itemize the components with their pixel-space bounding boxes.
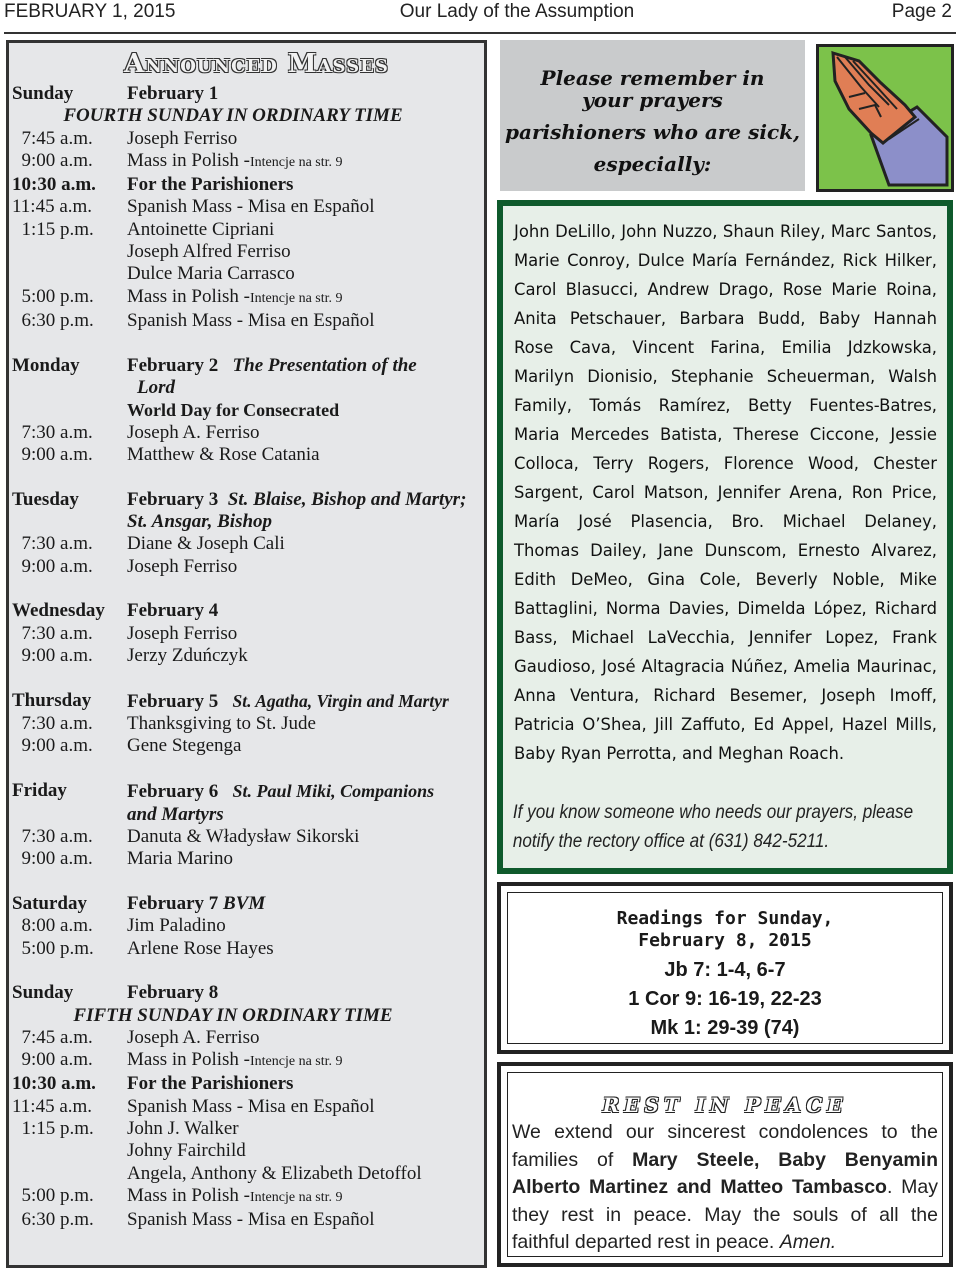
day-label: Monday (12, 354, 80, 376)
day-monday (9, 355, 484, 466)
prayer-heading-line: especially: (593, 152, 712, 176)
day-label: Sunday (12, 83, 74, 104)
day-date: February 2 (127, 354, 219, 376)
page-header (0, 0, 960, 30)
day-date: February 3 (127, 488, 219, 510)
mass-intention: Thanksgiving to St. Jude (127, 713, 316, 735)
mass-time: 7:30 a.m. (12, 713, 93, 735)
day-saturday (9, 893, 484, 960)
feast-title: St. Agatha, Virgin and Martyr (232, 690, 449, 711)
rip-title: REST IN PEACE (602, 1093, 848, 1117)
day-date: February 5 (127, 690, 219, 712)
feast-title: FIFTH SUNDAY IN ORDINARY TIME (73, 1004, 393, 1026)
issue-date: FEBRUARY 1, 2015 (4, 1, 176, 22)
mass-time: 7:30 a.m. (12, 622, 93, 644)
reading-reference: Mk 1: 29-39 (74) (650, 1017, 800, 1039)
day-date: February 8 (127, 982, 219, 1004)
mass-time: 8:00 a.m. (12, 915, 93, 937)
mass-note: Intencje na str. 9 (250, 154, 343, 170)
mass-intention: For the Parishioners (127, 174, 294, 196)
mass-time: 10:30 a.m. (12, 1073, 96, 1095)
praying-hands-icon (816, 44, 954, 192)
rip-names: Mary Steele, Baby Benyamin Alberto Martinez and Matteo Tambasco (512, 1148, 938, 1198)
mass-time: 5:00 p.m. (12, 937, 94, 959)
mass-intention: Mass in Polish - (127, 149, 250, 171)
day-label: Friday (12, 780, 67, 802)
mass-time: 11:45 a.m. (12, 196, 93, 218)
mass-intention: Jerzy Zduńczyk (127, 645, 248, 667)
mass-time: 1:15 p.m. (12, 1118, 94, 1140)
mass-time: 7:30 a.m. (12, 533, 93, 555)
mass-intention: Gene Stegenga (127, 735, 242, 757)
rest-in-peace-box (497, 1062, 953, 1267)
mass-intention: Mass in Polish - (127, 1049, 250, 1071)
mass-intention: Mass in Polish - (127, 285, 250, 307)
day-date: February 1 (127, 83, 219, 104)
mass-note: Intencje na str. 9 (250, 290, 343, 306)
mass-intention: Mass in Polish - (127, 1184, 250, 1206)
mass-intention: Spanish Mass - Misa en Español (127, 309, 375, 331)
rip-text (508, 1117, 942, 1257)
mass-time: 6:30 p.m. (12, 1209, 94, 1231)
mass-time: 9:00 a.m. (12, 735, 93, 757)
readings-date: February 8, 2015 (638, 930, 812, 951)
day-date: February 4 (127, 600, 219, 622)
feast-title: St. Blaise, Bishop and Martyr; (227, 488, 467, 510)
mass-intention: Angela, Anthony & Elizabeth Detoffol (127, 1162, 422, 1184)
rip-text-body: . May they rest in peace. May the souls of all the faithful departed rest in peace. (512, 1176, 938, 1253)
mass-time: 7:30 a.m. (12, 421, 93, 443)
mass-time: 11:45 a.m. (12, 1095, 93, 1117)
mass-intention: Joseph A. Ferriso (127, 421, 260, 443)
mass-intention: Joseph Ferriso (127, 127, 238, 149)
mass-intention: Joseph Ferriso (127, 622, 238, 644)
mass-time: 7:30 a.m. (12, 825, 93, 847)
prayer-heading-line: Please remember in (540, 66, 765, 90)
prayer-heading-line: your prayers (582, 88, 723, 112)
day-thursday (9, 690, 484, 758)
mass-intention: Antoinette Cipriani (127, 218, 275, 240)
day-wednesday (9, 600, 484, 667)
feast-title-cont: and Martyrs (127, 803, 224, 825)
prayer-notify-note: If you know someone who needs our prayers, please notify the rectory office at (631) 842-5211. (512, 802, 914, 852)
day-label: Tuesday (12, 488, 79, 510)
mass-intention: Spanish Mass - Misa en Español (127, 1209, 375, 1231)
mass-time: 5:00 p.m. (12, 1184, 94, 1206)
day-label: Sunday (12, 982, 74, 1004)
mass-intention: Diane & Joseph Cali (127, 533, 285, 555)
mass-intention: Arlene Rose Hayes (127, 937, 274, 959)
mass-intention: Spanish Mass - Misa en Español (127, 1095, 375, 1117)
day-tuesday (9, 489, 484, 578)
mass-time: 7:45 a.m. (12, 127, 93, 149)
mass-time: 9:00 a.m. (12, 555, 93, 577)
mass-intention: For the Parishioners (127, 1073, 294, 1095)
reading-reference: 1 Cor 9: 16-19, 22-23 (628, 988, 822, 1010)
day-label: Wednesday (12, 600, 105, 622)
announced-masses-panel (6, 40, 487, 1268)
feast-title-cont: Lord (137, 377, 175, 399)
prayer-request-heading (500, 40, 805, 191)
sick-list-box (497, 200, 953, 874)
mass-time: 9:00 a.m. (12, 149, 93, 171)
mass-intention: Joseph A. Ferriso (127, 1026, 260, 1048)
mass-note: Intencje na str. 9 (250, 1189, 343, 1205)
reading-reference: Jb 7: 1-4, 6-7 (664, 959, 786, 981)
mass-time: 5:00 p.m. (12, 285, 94, 307)
prayer-heading-line: parishioners who are sick, (505, 120, 800, 144)
day-date: February 7 (127, 892, 219, 914)
rip-amen: Amen. (779, 1231, 837, 1253)
feast-title: St. Paul Miki, Companions (232, 781, 435, 802)
mass-intention: Joseph Alfred Ferriso (127, 241, 291, 263)
readings-title: Readings for Sunday, (616, 908, 834, 929)
feast-title: The Presentation of the (232, 354, 417, 376)
mass-time: 9:00 a.m. (12, 443, 93, 465)
rip-text-intro: We extend our sincerest condolences to the families of (512, 1121, 938, 1171)
mass-time: 7:45 a.m. (12, 1026, 93, 1048)
page-number: Page 2 (891, 1, 952, 22)
mass-time: 9:00 a.m. (12, 848, 93, 870)
parish-name: Our Lady of the Assumption (399, 1, 635, 22)
mass-time: 10:30 a.m. (12, 174, 96, 196)
day-label: Saturday (12, 892, 87, 914)
mass-intention: Joseph Ferriso (127, 555, 238, 577)
mass-note: Intencje na str. 9 (250, 1054, 343, 1070)
readings-box (497, 882, 953, 1054)
day-sunday-feb-8 (9, 982, 484, 1231)
mass-intention: Johny Fairchild (127, 1140, 246, 1162)
mass-intention: Maria Marino (127, 848, 234, 870)
masses-title: Announced Masses (124, 49, 389, 79)
mass-intention: Danuta & Władysław Sikorski (127, 825, 360, 847)
mass-intention: Jim Paladino (127, 915, 226, 937)
day-date: February 6 (127, 781, 219, 803)
day-sunday-feb-1 (9, 83, 484, 332)
mass-time: 9:00 a.m. (12, 1049, 93, 1071)
day-label: Thursday (12, 689, 92, 711)
mass-intention: John J. Walker (127, 1118, 239, 1140)
mass-intention: Matthew & Rose Catania (127, 443, 320, 465)
mass-intention: Dulce Maria Carrasco (127, 263, 295, 285)
mass-time: 9:00 a.m. (12, 645, 93, 667)
day-friday (9, 780, 484, 870)
feast-title: BVM (223, 892, 266, 914)
mass-intention: Spanish Mass - Misa en Español (127, 196, 375, 218)
observance: World Day for Consecrated (127, 400, 340, 421)
feast-title: FOURTH SUNDAY IN ORDINARY TIME (63, 105, 403, 127)
mass-time: 1:15 p.m. (12, 218, 94, 240)
sick-names-list: John DeLillo, John Nuzzo, Shaun Riley, Marc Santos, Marie Conroy, Dulce María Fernández, Rick Hilker, Carol Blasucci, Andrew Drago, Rose Marie Roina, Anita Petschauer, Barbara Budd, Baby Hannah Rose Cava, Vincent Farina, Emilia Jdzkowska, Marilyn Dionisio, Stephanie Scheuerman, Walsh Family, Tomás Ramírez, Betty Fuentes-Batres, Maria Mercedes Batista, Therese Ciccone, Jessie Colloca, Terry Rogers, Florence Wood, Chester Sargent, Carol Matson, Jennifer Arena, Ron Price, María José Plasencia, Bro. Michael Delaney, Thomas Dailey, Jane Dunscom, Ernesto Alvarez, Edith DeMeo, Gina Cole, Beverly Noble, Mike Battaglini, Norma Davies, Dimelda López, Richard Bass, Michael LaVecchia, Jennifer Lopez, Frank Gaudioso, José Altagracia Núñez, Amelia Maurinac, Anna Ventura, Richard Besemer, Joseph Imoff, Patricia O’Shea, Jill Zaffuto, Ed Appel, Hazel Mills, Baby Ryan Perrotta, and Meghan Roach. (514, 222, 937, 763)
mass-time: 6:30 p.m. (12, 309, 94, 331)
feast-title-cont: St. Ansgar, Bishop (127, 511, 273, 533)
header-rule (4, 32, 956, 34)
